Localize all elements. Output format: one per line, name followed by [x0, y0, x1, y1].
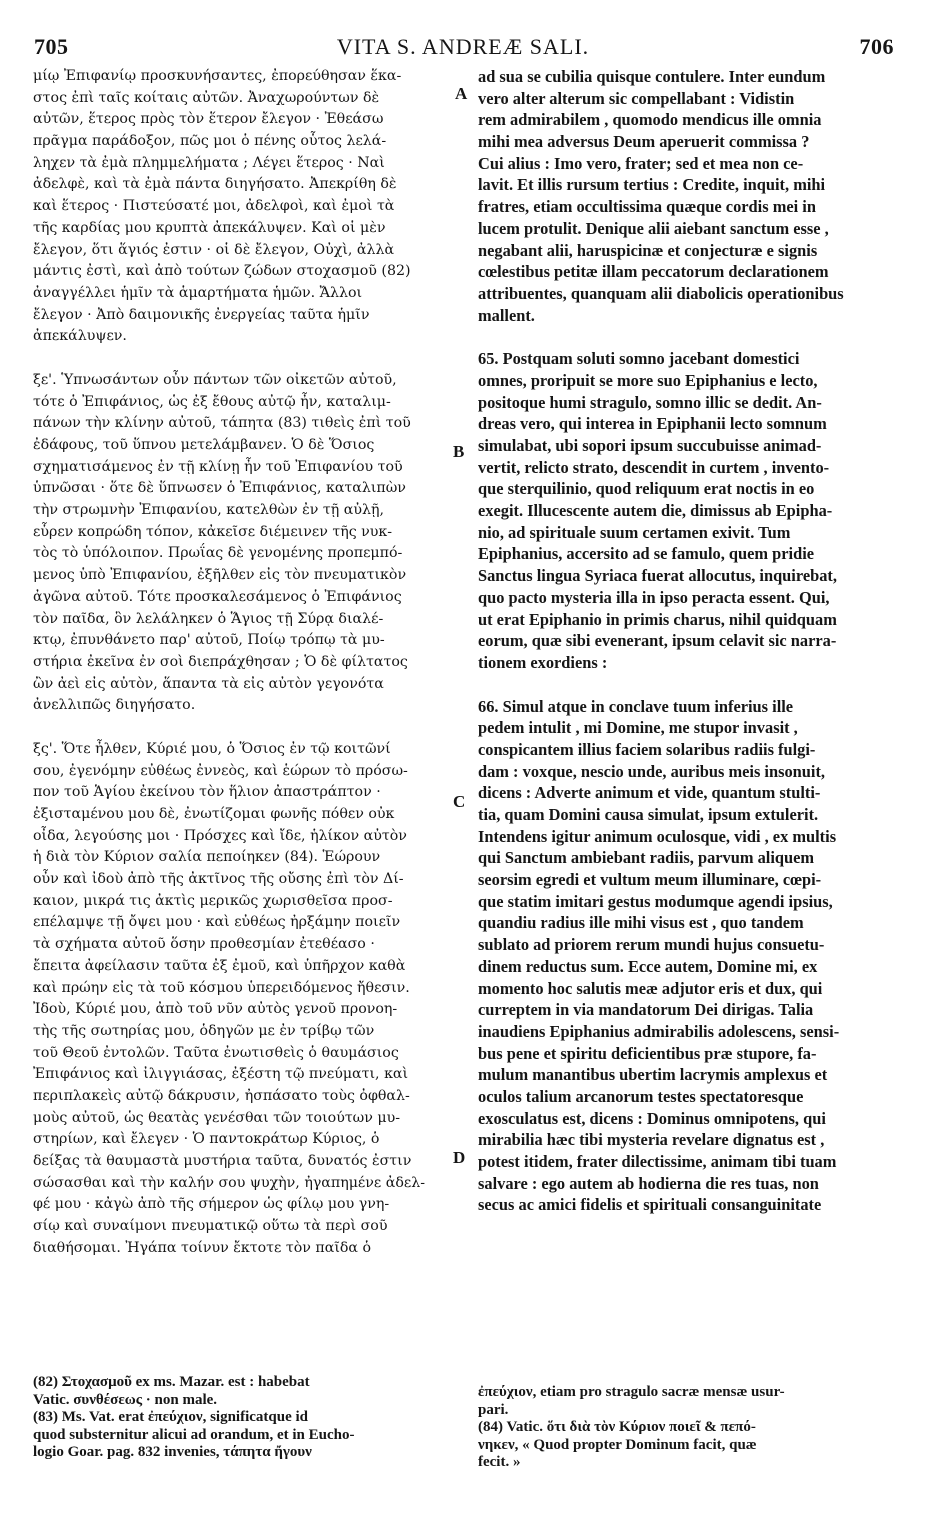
text-line: αὐτῶν, ἕτερος πρὸς τὸν ἕτερον ἔλεγον · Ἐθεάσω [33, 111, 384, 128]
text-line: κτῳ, ἐπυνθάνετο παρ' αὐτοῦ, Ποίῳ τρόπῳ τὰ μυ- [33, 632, 385, 649]
text-line: lavit. Et illis rursum tertius : Credite, inquit, mihi [478, 175, 826, 195]
text-line: καὶ ἕτερος · Πιστεύσατέ μοι, ἀδελφοὶ, καὶ ἐμοὶ τὰ [33, 198, 395, 215]
greek-paragraph-65 [33, 370, 465, 717]
footnotes-right [478, 1384, 892, 1472]
text-line: Intendens igitur animum oculosque, vidi , ex multis [478, 826, 837, 846]
text-line: exegit. Illucescente autem die, dimissus ab Epipha- [478, 501, 833, 521]
latin-paragraph-66 [478, 696, 892, 1217]
footnote-line: νηκεν, « Quod propter Dominum facit, quæ [478, 1436, 757, 1453]
text-line: ἔλεγον, ὅτι ἅγιός ἐστιν · οἱ δὲ ἔλεγον, Οὐχὶ, ἀλλὰ [33, 241, 395, 258]
text-line: οὖν καὶ ἰδοὺ ἀπὸ τῆς ἀκτῖνος τῆς οὔσης ἐπὶ τὸν Δί- [33, 871, 404, 888]
text-line: tia, quam Domini causa simulat, ipsum extulerit. [478, 805, 819, 824]
text-line: Sanctus lingua Syriaca fuerat allocutus, inquirebat, [478, 566, 837, 586]
text-line: que statim imitari gestus modumque agendi ipsius, [478, 891, 833, 911]
text-line: σίῳ καὶ συναίμονι πνευματικῷ οὕτω τὰ περὶ σοῦ [33, 1218, 388, 1235]
text-line: εὗρεν κοπρώδη τόπον, κἀκεῖσε διέμεινεν τῆς νυκ- [33, 523, 393, 540]
text-line: dicens : Adverte animum et vide, quantum stulti- [478, 783, 821, 803]
latin-column [478, 66, 892, 1216]
footnote-line: Vatic. συνθέσεως · non male. [33, 1391, 218, 1408]
text-line: quandiu radius ille mihi visus est , quo tandem [478, 913, 804, 933]
text-line: ὢν ἀεὶ εἰς αὐτὸν, ἅπαντα τὰ εἰς αὐτὸν γεγονότα [33, 675, 384, 692]
greek-column [33, 66, 468, 1259]
right-page-number: 706 [859, 34, 894, 59]
text-line: πάνων τὴν κλίνην αὐτοῦ, τάπητα (83) τιθεὶς ἐπὶ τοῦ [33, 415, 411, 432]
text-line: ἀπεκάλυψεν. [33, 328, 127, 345]
text-line: dinem reductus sum. Ecce autem, Domine mi, ex [478, 956, 818, 976]
text-line: μοὺς αὐτοῦ, ὡς θεατὰς γενέσθαι τῶν τοιούτων μυ- [33, 1109, 401, 1126]
text-line: Epiphanius, accersito ad se famulo, quem pridie [478, 544, 815, 564]
text-line: omnes, proripuit se more suo Epiphanius e lecto, [478, 370, 818, 390]
text-line: τότε ὁ Ἐπιφάνιος, ὡς ἐξ ἔθους αὐτῷ ἦν, καταλιμ- [33, 393, 391, 410]
text-line: mirabilia hæc tibi mysteria revelare dignatus est , [478, 1130, 825, 1150]
text-line: ξς'. Ὅτε ἦλθεν, Κύριέ μου, ὁ Ὅσιος ἐν τῷ κοιτῶνί [33, 740, 391, 757]
text-line: ut erat Epiphanio in primis charus, nihil quidquam [478, 609, 837, 629]
text-line: ad sua se cubilia quisque contulere. Inter eundum [478, 67, 826, 86]
text-line: pedem intulit , mi Domine, me stupor invasit , [478, 718, 798, 738]
margin-marker-c: C [453, 792, 466, 811]
text-line: Cui alius : Imo vero, frater; sed et mea non ce- [478, 153, 804, 173]
text-line: ὑπνῶσαι · ὅτε δὲ ὕπνωσεν ὁ Ἐπιφάνιος, καταλιπὼν [33, 480, 406, 497]
text-line: σου, ἐγενόμην εὐθέως ἐννεὸς, καὶ ἑώρων τὸ πρόσω- [33, 762, 408, 779]
margin-marker-d: D [453, 1148, 466, 1167]
text-line: ἡ διὰ τὸν Κύριον σαλία πεποίηκεν (84). Ἑώρουν [33, 849, 381, 866]
text-line: curreptem in via mandatorum Dei dirigas. Talia [478, 1000, 814, 1020]
text-line: ἐδάφους, τοῦ ὕπνου μετελάμβανεν. Ὁ δὲ Ὅσιος [33, 437, 375, 453]
text-line: στος ἐπὶ ταῖς κοίταις αὐτῶν. Ἀναχωρούντων δὲ [33, 89, 380, 106]
text-line: positoque humi stragulo, somno illic se dedit. An- [478, 392, 822, 412]
footnote-line: pari. [478, 1401, 509, 1418]
text-line: inaudiens Epiphanius admirabilis adolescens, sensi- [478, 1021, 840, 1041]
text-line: ἀναγγέλλει ἡμῖν τὰ ἁμαρτήματα ἡμῶν. Ἄλλοι [33, 284, 363, 301]
text-line: οἶδα, λεγούσης μοι · Πρόσχες καὶ ἴδε, ἡλίκον αὐτὸν [33, 827, 407, 844]
text-line: nio, ad spirituale suum certamen exivit. Tum [478, 522, 791, 542]
footnote-line: (83) Ms. Vat. erat ἐπεύχιον, significatque id [33, 1409, 309, 1425]
text-line: τὴν στρωμνὴν Ἐπιφανίου, κατελθὼν ἐν τῇ αὐλῇ, [33, 502, 384, 519]
text-line: negabant alii, haruspicinæ et conjecturæ e signis [478, 240, 818, 260]
page-header [0, 34, 926, 64]
text-line: τὰ σχήματα αὐτοῦ ὅσην προθεσμίαν ἐτεθέασο · [33, 936, 375, 953]
text-line: περιπλακεὶς αὐτῷ δάκρυσιν, ἠσπάσατο τοὺς ὀφθαλ- [33, 1087, 410, 1104]
margin-marker-b: B [453, 442, 465, 461]
text-line: conspicantem illius faciem solaribus radiis fulgi- [478, 739, 816, 759]
footnote-line: (84) Vatic. ὅτι διὰ τὸν Κύριον ποιεῖ & πεπό- [478, 1419, 756, 1435]
footnote-line: quod substernitur alicui ad orandum, et in Eucho- [33, 1426, 355, 1443]
text-line: lucem protulit. Denique alii aiebant sanctum esse , [478, 218, 829, 238]
text-line: επέλαμψε τῇ ὄψει μου · καὶ εὐθέως ἠρξάμην ποιεῖν [33, 914, 401, 931]
text-line: Ἐπιφάνιος καὶ ἰλιγγιάσας, ἐξέστη τῷ πνεύματι, καὶ [33, 1066, 409, 1083]
text-line: 66. Simul atque in conclave tuum inferius ille [478, 696, 794, 716]
text-line: eorum, quæ sibi evenerant, ipsum celavit sic narra- [478, 631, 837, 651]
text-line: τὴς τῆς σωτηρίας μου, ὁδηγῶν με ἐν τρίβῳ τῶν [33, 1022, 375, 1039]
text-line: σώσασθαι καὶ τὴν καλήν σου ψυχὴν, ἠγαπημένε ἀδελ- [33, 1174, 426, 1191]
text-line: 65. Postquam soluti somno jacebant domestici [478, 349, 800, 369]
text-line: mulum manantibus ubertim lacrymis amplexus et [478, 1065, 828, 1085]
margin-marker-a: A [455, 84, 468, 103]
greek-paragraph-1 [33, 66, 468, 348]
text-line: ληχεν τὰ ἐμὰ πλημμελήματα ; Λέγει ἕτερος · Ναὶ [33, 154, 385, 171]
text-line: bus pene et spiritu deficientibus præ stupore, fa- [478, 1043, 817, 1063]
text-line: exosculatus est, dicens : Dominus omnipotens, qui [478, 1108, 826, 1128]
text-line: simulabat, ubi sopori ipsum succubuisse animad- [478, 436, 822, 455]
latin-paragraph-1 [478, 66, 892, 326]
text-line: τῆς καρδίας μου κρυπτὰ ἀπεκάλυψεν. Καὶ οἱ μὲν [33, 219, 386, 236]
text-line: φέ μου · κἀγὼ ἀπὸ τῆς σήμερον ὡς φίλῳ μου γνη- [33, 1196, 390, 1213]
text-line: Ἰδοὺ, Κύριέ μου, ἀπὸ τοῦ νῦν αὐτὸς γενοῦ προνοη- [33, 1001, 398, 1018]
text-line: dam : voxque, nescio unde, auribus meis insonuit, [478, 761, 826, 781]
text-line: tionem exordiens : [478, 652, 608, 672]
text-line: ἀγῶνα αὐτοῦ. Τότε προσκαλεσάμενος ὁ Ἐπιφάνιος [33, 588, 402, 605]
text-line: potest itidem, frater dilectissime, animam tibi tuam [478, 1152, 837, 1171]
text-line: στηρίων, καὶ ἔλεγεν · Ὁ παντοκράτωρ Κύριος, ὁ [33, 1131, 380, 1148]
text-line: vertit, relicto strato, descendit in curtem , invento- [478, 457, 830, 477]
text-line: ἔπειτα ἀφείλασιν ταῦτα ἐξ ἐμοῦ, καὶ ὑπῆρχον καθὰ [33, 957, 406, 974]
greek-paragraph-66 [33, 739, 465, 1260]
text-line: δείξας τὰ θαυμαστὰ μυστήρια ταῦτα, δυνατός ἐστιν [33, 1153, 412, 1169]
text-line: μάντις ἐστὶ, καὶ ἀπὸ τούτων ζώδων στοχασμοῦ (82) [33, 263, 411, 280]
text-line: fratres, etiam occultissima quæque cordis mei in [478, 197, 816, 217]
text-line: attribuentes, quanquam alii diabolicis operationibus [478, 283, 844, 303]
text-line: μενος ὑπὸ Ἐπιφανίου, ἐξῆλθεν εἰς τὸν πνευματικὸν [33, 567, 407, 584]
footnotes-left [33, 1374, 465, 1462]
text-line: πρᾶγμα παράδοξον, πῶς μοι ὁ πένης οὗτος λελά- [33, 133, 387, 150]
text-line: ἀνελλιπῶς διηγήσατο. [33, 697, 196, 714]
text-line: ἐξισταμένου μου δὲ, ἐνωτίζομαι φωνῆς πόθεν οὐκ [33, 806, 395, 822]
text-line: μίῳ Ἐπιφανίῳ προσκυνήσαντες, ἐπορεύθησαν ἕκα- [33, 68, 402, 84]
footnote-line: ἐπεύχιον, etiam pro stragulo sacræ mensæ usur- [478, 1384, 785, 1400]
text-line: sublato ad priorem rerum mundi hujus consuetu- [478, 935, 825, 955]
text-line: τὸς τὸ ὑπόλοιπον. Πρωΐας δὲ γενομένης προπεμπό- [33, 545, 403, 562]
text-line: σχηματισάμενος ἐν τῇ κλίνῃ ἦν τοῦ Ἐπιφανίου τοῦ [33, 458, 403, 475]
text-line: rem admirabilem , quomodo mendicus ille omnia [478, 110, 822, 130]
text-line: ξε'. Ὑπνωσάντων οὖν πάντων τῶν οἰκετῶν αὐτοῦ, [33, 371, 397, 388]
text-line: momento hoc salutis meæ adjutor eris et dux, qui [478, 978, 823, 998]
text-line: καιον, μικρά τις ἀκτὶς μερικῶς χωρισθεῖσα προσ- [33, 892, 393, 909]
text-line: seorsim egredi et vultum meum illuminare, cœpi- [478, 870, 822, 890]
text-line: oculos talium arcanorum testes spectatoresque [478, 1086, 804, 1106]
text-line: ἔλεγον · Ἀπὸ δαιμονικῆς ἐνεργείας ταῦτα ἡμῖν [33, 306, 370, 323]
text-line: τοῦ Θεοῦ ἐντολῶν. Ταῦτα ἐνωτισθεὶς ὁ θαυμάσιος [33, 1044, 399, 1061]
text-line: secus ac amici fidelis et spirituali consanguinitate [478, 1195, 822, 1215]
text-line: quo pacto mysteria illa in ipso peracta essent. Qui, [478, 587, 830, 607]
text-line: dreas vero, qui interea in Epiphanii lecto somnum [478, 414, 827, 434]
text-line: qui Sanctum ambiebant radiis, parvum aliquem [478, 848, 815, 868]
text-line: στήρια ἐκεῖνα ἐν σοὶ διεπράχθησαν ; Ὁ δὲ φίλτατος [33, 653, 408, 670]
text-line: mihi mea adversus Deum aperuerit commissa ? [478, 132, 810, 152]
text-line: τὸν παῖδα, ὃν λελάληκεν ὁ Ἅγιος τῇ Σύρᾳ διαλέ- [33, 610, 384, 627]
text-line: que sterquilinio, quod reliquum erat noctis in eo [478, 479, 815, 499]
text-line: ἀδελφὲ, καὶ τὰ ἐμὰ πάντα διηγήσατο. Ἀπεκρίθη δὲ [33, 176, 397, 193]
text-line: mallent. [478, 305, 535, 325]
text-line: καὶ πρώην εἰς τὰ τοῦ κόσμου ὑπερειδόμενος ἤθεσιν. [33, 979, 410, 996]
running-title: VITA S. ANDREÆ SALI. [336, 34, 590, 59]
footnote-line: logio Goar. pag. 832 invenies, τάπητα ἤγουν [33, 1444, 312, 1460]
latin-paragraph-65 [478, 348, 892, 673]
footnote-line: fecit. » [478, 1454, 521, 1470]
text-line: πον τοῦ Ἁγίου ἐκείνου τὸν ἥλιον ἀπαστράπτον · [33, 784, 381, 801]
text-line: cœlestibus petitæ illam peccatorum declarationem [478, 262, 829, 282]
text-line: διαθήσομαι. Ἠγάπα τοίνυν ἔκτοτε τὸν παῖδα ὁ [33, 1239, 372, 1256]
text-line: salvare : ego autem ab hodierna die res tuas, non [478, 1173, 819, 1193]
left-page-number: 705 [34, 34, 69, 59]
footnote-line: (82) Στοχασμοῦ ex ms. Mazar. est : habebat [33, 1374, 310, 1390]
text-line: vero alter alterum sic compellabant : Vidistin [478, 88, 795, 108]
